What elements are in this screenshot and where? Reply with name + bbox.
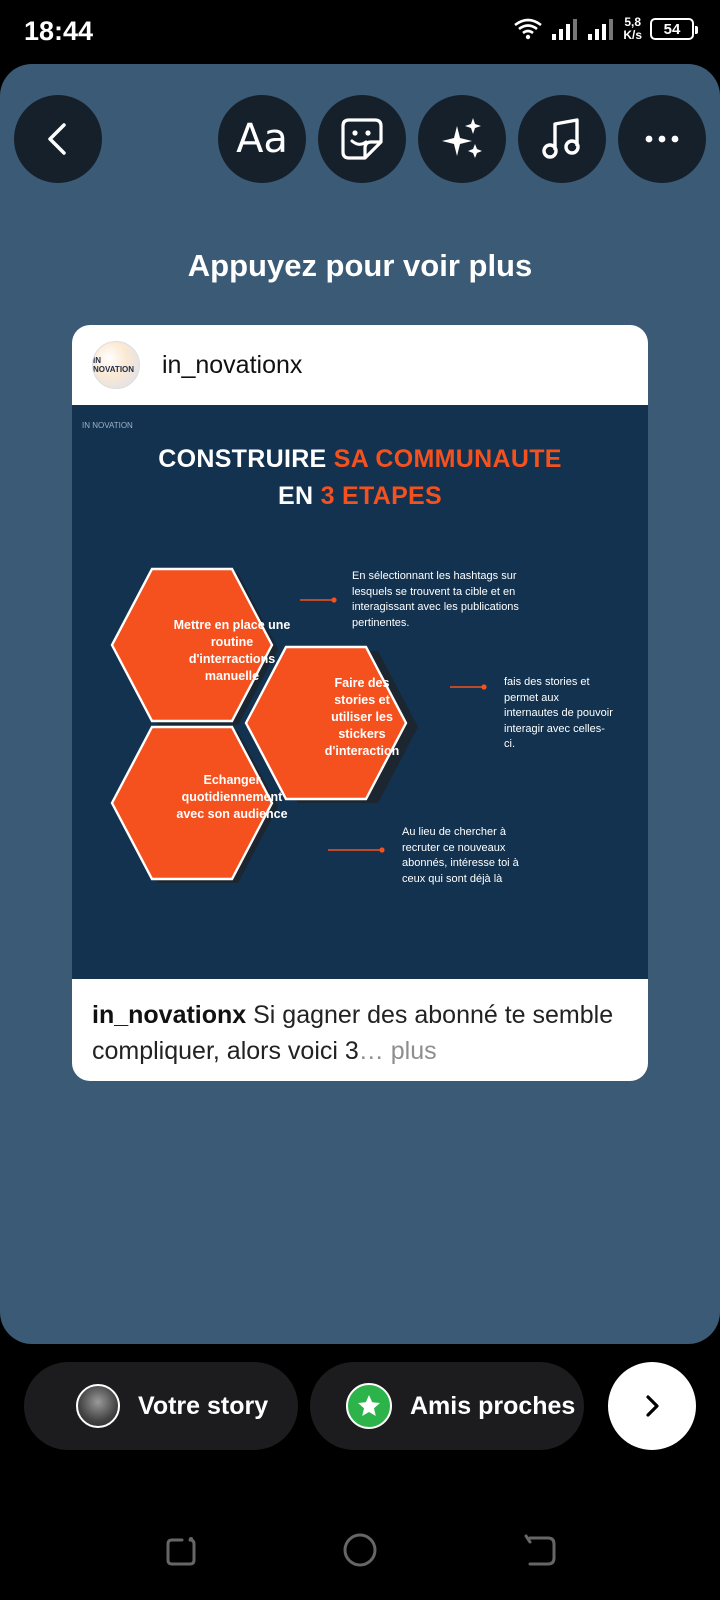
star-icon (346, 1383, 392, 1429)
signal-icon (551, 18, 579, 40)
status-bar (0, 0, 720, 64)
title-line1-orange: SA COMMUNAUTE (333, 445, 562, 473)
hexagon-2-label: Faire des stories et utiliser les stickers d'interaction (324, 676, 400, 758)
more-button[interactable] (618, 95, 706, 183)
next-button[interactable] (608, 1362, 696, 1450)
home-circle-icon[interactable] (340, 1530, 380, 1570)
status-indicators (513, 16, 694, 42)
post-header (72, 325, 648, 405)
nav-back-icon[interactable] (520, 1530, 560, 1570)
shared-post-card[interactable] (72, 325, 648, 1081)
signal-icon-2 (587, 18, 615, 40)
recents-icon[interactable] (160, 1530, 200, 1570)
post-caption[interactable] (92, 997, 628, 1069)
post-avatar (92, 341, 140, 389)
close-friends-label: Amis proches (410, 1391, 576, 1420)
image-logo: IN NOVATION (82, 421, 133, 430)
description-3: Au lieu de chercher à recruter ce nouveaux abonnés, intéresse toi à ceux qui sont déjà là (402, 826, 519, 885)
text-tool-button[interactable] (218, 95, 306, 183)
speed-value: 5,8 (624, 15, 641, 29)
battery-icon (650, 18, 694, 40)
sticker-icon (339, 116, 385, 162)
network-speed (623, 16, 642, 42)
music-button[interactable] (518, 95, 606, 183)
user-avatar (76, 1384, 120, 1428)
effects-button[interactable] (418, 95, 506, 183)
title-line2-orange: 3 ETAPES (320, 482, 442, 510)
title-line2-white: EN (277, 482, 314, 510)
status-time: 18:44 (24, 16, 94, 46)
music-note-icon (539, 116, 585, 162)
story-canvas[interactable] (0, 64, 720, 1344)
back-button[interactable] (14, 95, 102, 183)
chevron-left-icon (38, 119, 78, 159)
speed-unit: K/s (623, 28, 642, 42)
description-1: En sélectionnant les hashtags sur lesquels se trouvent ta cible et en interagissant avec les publications pertinentes. (352, 570, 519, 629)
hexagon-3-label: Echanger quotidiennement avec son audience (176, 773, 288, 821)
caption-text: Si gagner des abonné te semble compliquer, alors voici 3 (92, 1001, 614, 1065)
hexagon-1-label: Mettre en place une routine d'interractions manuelle (173, 618, 291, 683)
sticker-button[interactable] (318, 95, 406, 183)
description-2: fais des stories et permet aux internautes de pouvoir interagir avec celles-ci. (504, 676, 613, 750)
post-username: in_novationx (162, 350, 303, 379)
tap-to-see-more-hint: Appuyez pour voir plus (187, 248, 533, 283)
more-horizontal-icon (642, 133, 682, 145)
caption-username: in_novationx (92, 1001, 247, 1029)
post-image (72, 405, 648, 979)
your-story-label: Votre story (138, 1391, 269, 1420)
chevron-right-icon (637, 1391, 667, 1421)
title-line1-white: CONSTRUIRE (158, 445, 327, 473)
sparkles-icon (437, 114, 487, 164)
caption-more-link[interactable]: plus (383, 1037, 437, 1065)
text-tool-label: Aa (236, 116, 288, 162)
close-friends-button[interactable] (310, 1362, 584, 1450)
your-story-button[interactable] (24, 1362, 298, 1450)
wifi-icon (513, 17, 543, 41)
post-avatar-text: IN NOVATION (93, 356, 135, 374)
caption-ellipsis: … (358, 1037, 384, 1065)
battery-level: 54 (663, 20, 681, 38)
